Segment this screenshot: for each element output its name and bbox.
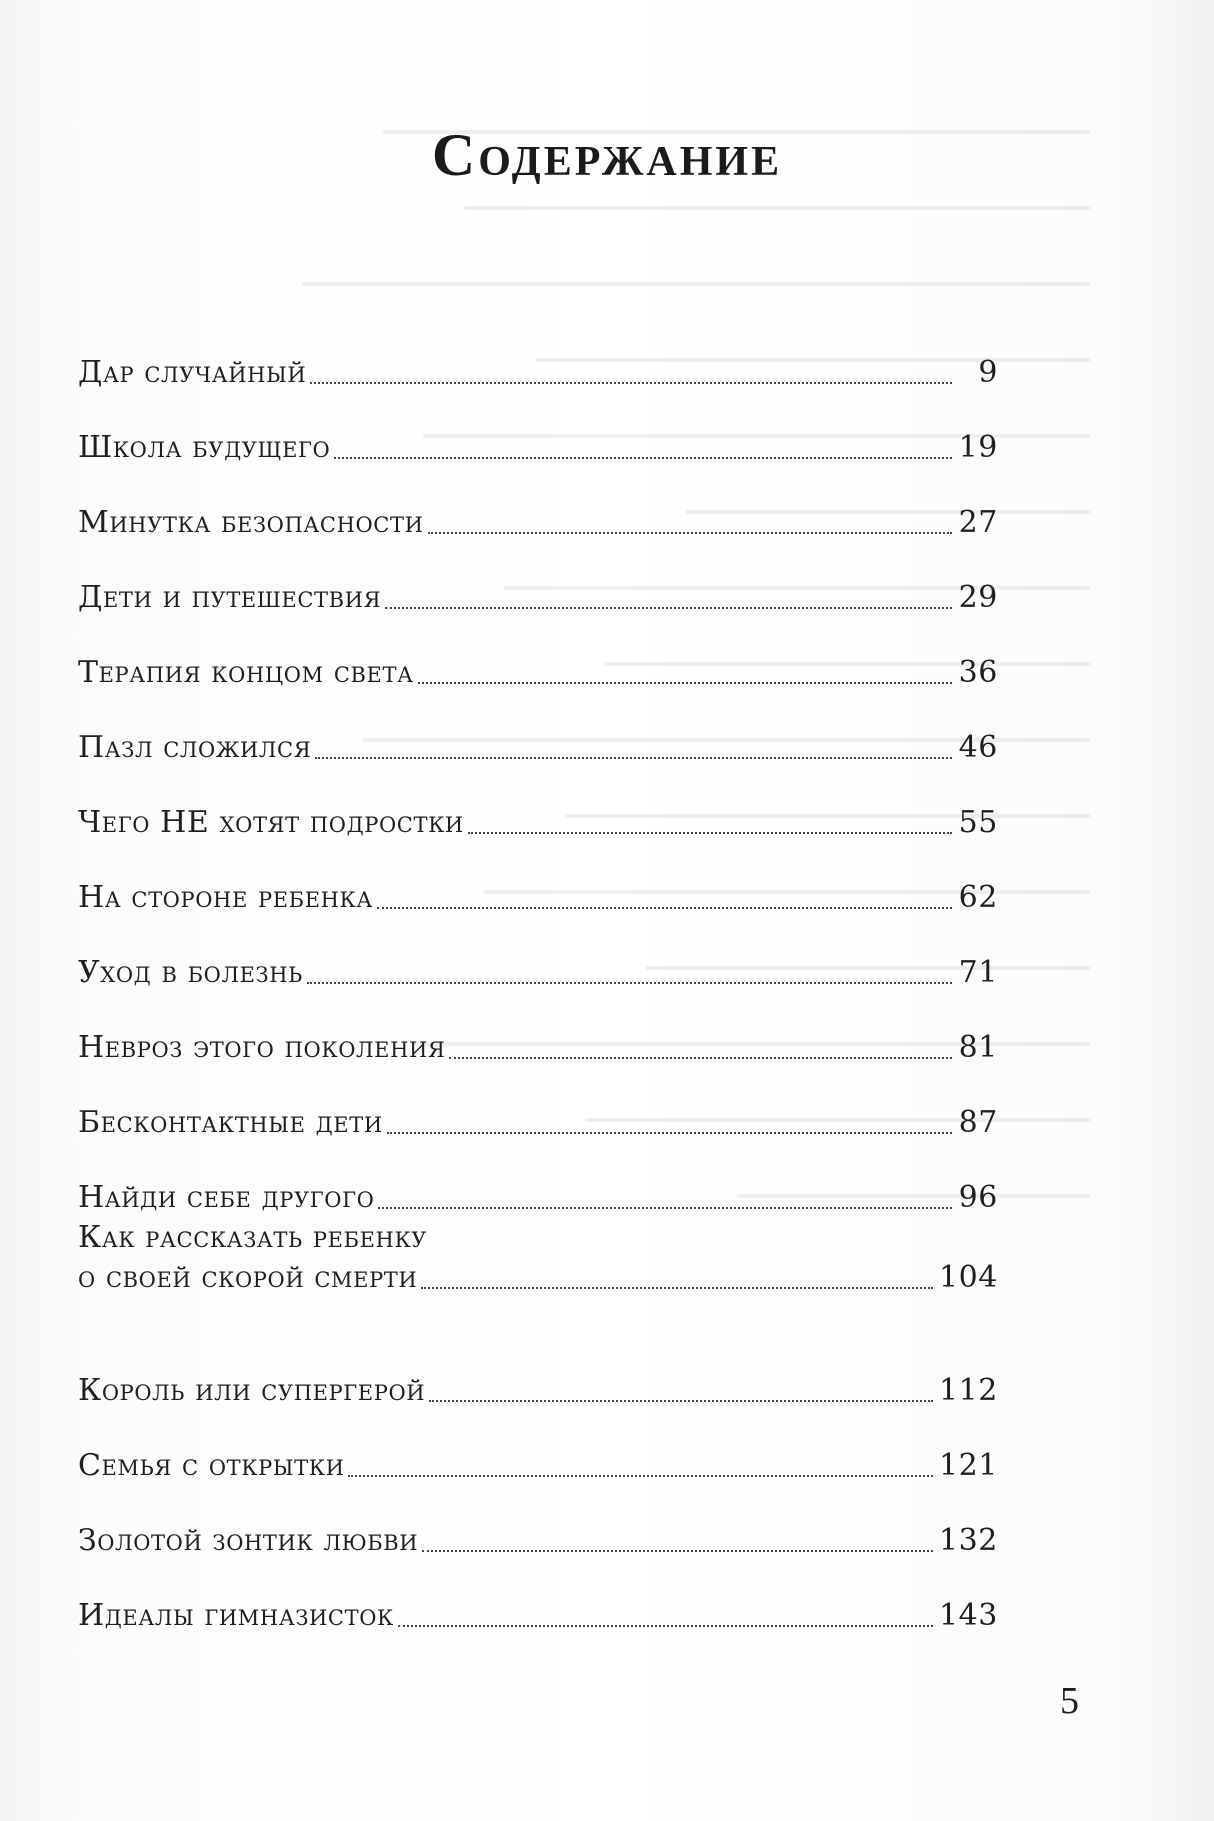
toc-entry-title: Уход в болезнь <box>78 955 303 990</box>
dot-leader <box>310 382 952 384</box>
toc-page-number: 27 <box>958 505 998 540</box>
dot-leader <box>418 682 952 684</box>
toc-page-number: 55 <box>958 805 998 840</box>
dot-leader <box>385 607 952 609</box>
toc-entry <box>78 1411 998 1486</box>
toc-entry-title: На стороне ребенка <box>78 880 373 915</box>
toc-entry <box>78 993 998 1068</box>
toc-entry <box>78 618 998 693</box>
toc-entry <box>78 1068 998 1143</box>
toc-entry <box>78 543 998 618</box>
toc-page-number: 132 <box>938 1523 998 1558</box>
table-of-contents <box>78 318 998 1636</box>
toc-entry-title: Пазл сложился <box>78 730 312 765</box>
toc-page-number: 62 <box>958 880 998 915</box>
dot-leader <box>387 1132 952 1134</box>
toc-entry-title: Бесконтактные дети <box>78 1105 383 1140</box>
toc-entry-title-line2: о своей скорой смерти <box>78 1260 418 1295</box>
dot-leader <box>468 832 952 834</box>
toc-entry <box>78 1143 998 1218</box>
toc-entry-title: Король или супергерой <box>78 1373 426 1408</box>
dot-leader <box>421 1287 933 1289</box>
toc-entry-title: Невроз этого поколения <box>78 1030 446 1065</box>
toc-page-number: 29 <box>958 580 998 615</box>
toc-entry <box>78 468 998 543</box>
dot-leader <box>422 1550 933 1552</box>
toc-entry <box>78 318 998 393</box>
toc-entry-title: Семья с открытки <box>78 1448 345 1483</box>
page-title: Содержание <box>431 122 783 188</box>
dot-leader <box>348 1475 932 1477</box>
toc-page-number: 19 <box>958 430 998 465</box>
toc-entry-title-line1: Как рассказать ребенку <box>78 1220 428 1255</box>
dot-leader <box>334 457 952 459</box>
toc-page-number: 143 <box>938 1598 998 1633</box>
toc-entry <box>78 768 998 843</box>
dot-leader <box>429 1400 933 1402</box>
dot-leader <box>449 1057 952 1059</box>
toc-page-number: 121 <box>938 1448 998 1483</box>
toc-entry <box>78 693 998 768</box>
toc-entry-first-line <box>78 1218 998 1258</box>
toc-entry <box>78 918 998 993</box>
toc-entry <box>78 1561 998 1636</box>
toc-entry-title: Идеалы гимназисток <box>78 1598 394 1633</box>
toc-entry-title: Терапия концом света <box>78 655 414 690</box>
toc-entry-title: Золотой зонтик любви <box>78 1523 419 1558</box>
dot-leader <box>398 1625 933 1627</box>
dot-leader <box>428 532 953 534</box>
toc-entry <box>78 843 998 918</box>
toc-entry-title: Школа будущего <box>78 430 331 465</box>
toc-entry <box>78 393 998 468</box>
toc-page-number: 36 <box>958 655 998 690</box>
toc-page-number: 112 <box>938 1373 998 1408</box>
toc-page-number: 104 <box>938 1260 998 1295</box>
dot-leader <box>307 982 952 984</box>
page-number-footer: 5 <box>1060 1680 1079 1722</box>
toc-page-number: 46 <box>958 730 998 765</box>
toc-entry-title: Дети и путешествия <box>78 580 382 615</box>
dot-leader <box>377 907 952 909</box>
toc-page-number: 71 <box>958 955 998 990</box>
toc-page-number: 9 <box>978 355 998 390</box>
toc-entry-second-line <box>78 1258 998 1298</box>
toc-page-number: 96 <box>958 1180 998 1215</box>
toc-page-number: 87 <box>958 1105 998 1140</box>
toc-entry <box>78 1486 998 1561</box>
toc-entry-title: Дар случайный <box>78 355 307 390</box>
toc-entry-title: Чего НЕ хотят подростки <box>78 805 464 840</box>
dot-leader <box>378 1207 952 1209</box>
toc-entry-title: Найди себе другого <box>78 1180 375 1215</box>
dot-leader <box>315 757 952 759</box>
toc-entry <box>78 1218 998 1336</box>
toc-entry <box>78 1336 998 1411</box>
toc-entry-title: Минутка безопасности <box>78 505 424 540</box>
toc-page-number: 81 <box>958 1030 998 1065</box>
